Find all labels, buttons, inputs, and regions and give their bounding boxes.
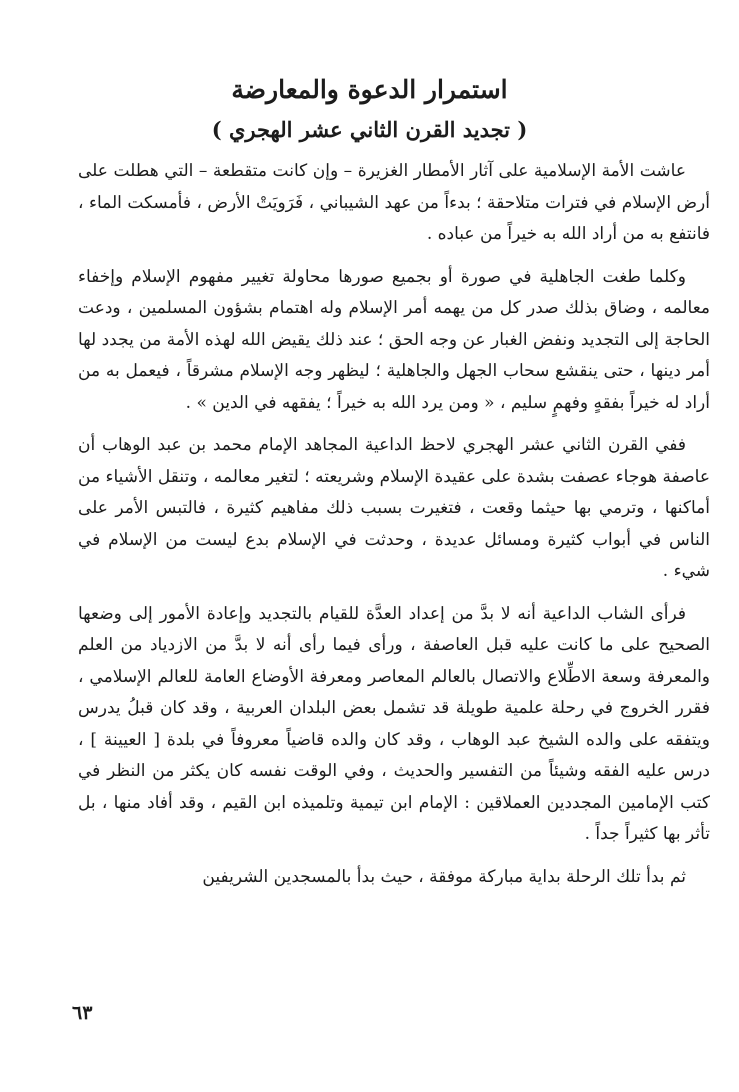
heading-block	[0, 70, 739, 148]
page-number: ٦٣	[72, 1002, 93, 1024]
page-title: استمرار الدعوة والمعارضة	[231, 75, 508, 104]
page-subtitle: ( تجديد القرن الثاني عشر الهجري )	[211, 117, 528, 142]
paragraph-5: ثم بدأ تلك الرحلة بداية مباركة موفقة ، حيث بدأ بالمسجدين الشريفين	[202, 866, 686, 887]
paragraph-3: ففي القرن الثاني عشر الهجري لاحظ الداعية المجاهد الإمام محمد بن عبد الوهاب أن عاصفة هوجاء عصفت بشدة على عقيدة الإسلام وشريعته ؛ لتغير معالمه ، وتنقل الأشياء من أماكنها ، وترمي بها حيثما وقعت ، فتغيرت بسبب ذلك مفاهيم كثيرة ، فالتبس الأمر على الناس في أبواب كثيرة ومسائل عديدة ، وحدثت في الإسلام بدع ليست من الإسلام في شيء .	[78, 435, 710, 581]
paragraph-4: فرأى الشاب الداعية أنه لا بدَّ من إعداد العدَّة للقيام بالتجديد وإعادة الأمور إلى وضعها الصحيح على ما كانت عليه قبل العاصفة ، ورأى فيما رأى أنه لا بدَّ من الازدياد من العلم والمعرفة وسعة الاطِّلاع والاتصال بالعالم المعاصر ومعرفة الأوضاع العامة للعالم الإسلامي ، فقرر الخروج في رحلة علمية طويلة قد تشمل بعض البلدان العربية ، وقد كان قبلُ يدرس ويتفقه على والده الشيخ عبد الوهاب ، وقد كان والده قاضياً معروفاً في بلدة [ العيينة ] ، درس عليه الفقه وشيئاً من التفسير والحديث ، وفي الوقت نفسه كان يكثر من النظر في كتب الإمامين المجددين العملاقين : الإمام ابن تيمية وتلميذه ابن القيم ، وقد أفاد منها ، بل تأثر بها كثيراً جداً .	[78, 603, 710, 844]
paragraph-1: عاشت الأمة الإسلامية على آثار الأمطار الغزيرة – وإن كانت متقطعة – التي هطلت على أرض الإسلام في فترات متلاحقة ؛ بدءاً من عهد الشيباني ، فَرَويَتْ الأرض ، فأمسكت الماء ، فانتفع به من أراد الله به خيراً من عباده .	[78, 161, 710, 244]
paragraph-2: وكلما طغت الجاهلية في صورة أو بجميع صورها محاولة تغيير مفهوم الإسلام وإخفاء معالمه ، وضاق بذلك صدر كل من يهمه أمر الإسلام وله اهتمام بشؤون المسلمين ، ودعت الحاجة إلى التجديد ونفض الغبار عن وجه الحق ؛ عند ذلك يقيض الله لهذه الأمة من يجدد لها أمر دينها ، حتى ينقشع سحاب الجهل والجاهلية ؛ ليظهر وجه الإسلام مشرقاً ، فيعمل به من أراد له خيراً بفقهٍ وفهمٍ سليم ، « ومن يرد الله به خيراً ؛ يفقهه في الدين » .	[78, 266, 710, 413]
body-text	[78, 156, 710, 904]
